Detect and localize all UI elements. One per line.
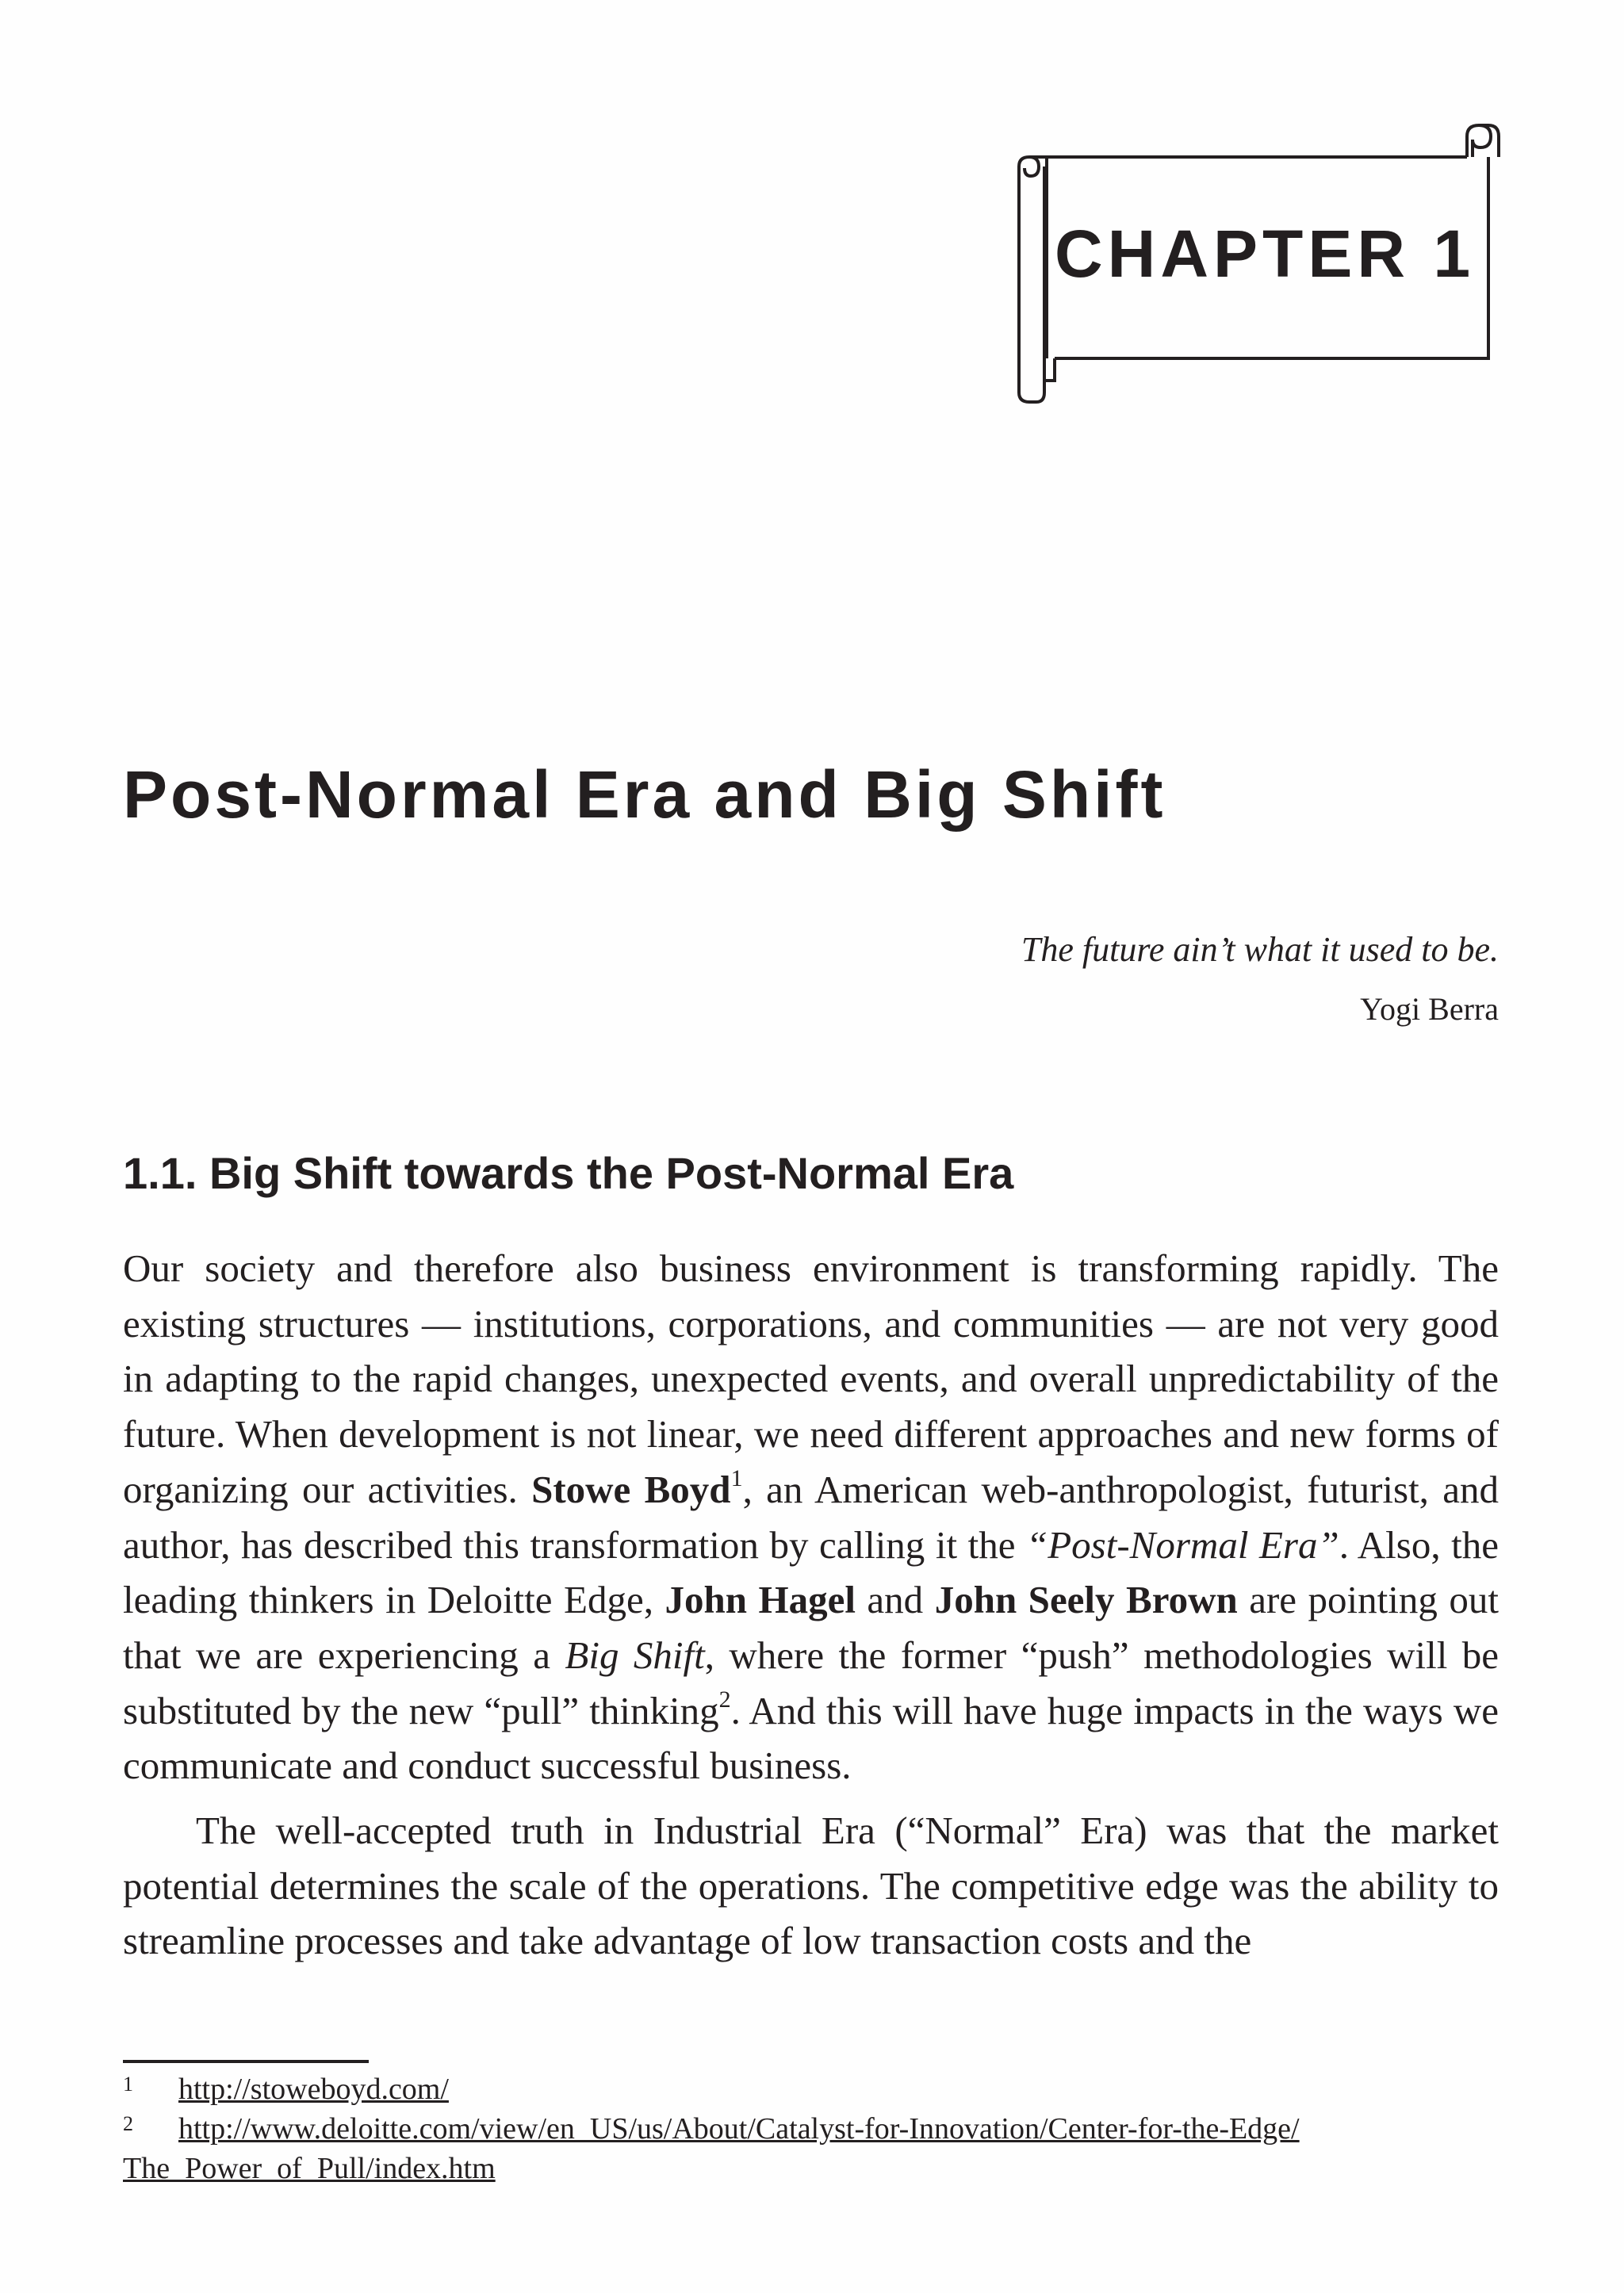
paragraph-1-text: . And this will have huge impacts in the ways we communicate and conduct successful business.	[123, 1688, 1499, 1788]
paragraph-1-text: Our society and therefore also business environment is transforming rapidly. The existing structures — institutions, corporations, and communities — are not very good in adapting to the rapid changes, unexpected events, and overall unpredictability of the future. When development is not linear, we need different approaches and new forms of organizing our activities.	[123, 1246, 1499, 1511]
paragraph-2: The well-accepted truth in Industrial Era (“Normal” Era) was that the market potential determines the scale of the operations. The competitive edge was the ability to streamline processes and take advantage of low transaction costs and the	[123, 1809, 1499, 1963]
section-heading: 1.1. Big Shift towards the Post-Normal Era	[123, 1148, 1014, 1198]
footnote-link[interactable]: The_Power_of_Pull/index.htm	[123, 2152, 496, 2185]
footnote-item	[123, 2109, 1499, 2149]
person-name: Stowe Boyd	[531, 1467, 731, 1511]
chapter-label: CHAPTER 1	[1055, 216, 1476, 291]
person-name: John Hagel	[665, 1578, 856, 1622]
footnote-link[interactable]: http://www.deloitte.com/view/en_US/us/About/Catalyst-for-Innovation/Center-for-the-Edge/	[178, 2112, 1300, 2146]
paragraph-1-text: , where the former “push” methodologies will be substituted by the new “pull” thinking	[123, 1633, 1499, 1732]
footnotes	[123, 2069, 1499, 2188]
footnote-number: 1	[123, 2073, 133, 2096]
paragraph-1-text: . Also, the leading thinkers in Deloitte Edge,	[123, 1522, 1500, 1622]
person-name: John Seely Brown	[934, 1578, 1238, 1622]
footnote-ref: 1	[730, 1464, 743, 1491]
body-text	[123, 1241, 1499, 1969]
footnote-link[interactable]: http://stoweboyd.com/	[178, 2073, 449, 2106]
paragraph-1	[123, 1241, 1499, 1793]
epigraph-quote: The future ain’t what it used to be.	[1021, 930, 1499, 969]
emphasized-term: “Post-Normal Era”	[1026, 1522, 1339, 1567]
paragraph-1-text: , an American web-anthropologist, futurist, and author, has described this transformation by calling it the	[123, 1467, 1500, 1567]
footnote-item	[123, 2069, 1499, 2109]
epigraph	[1021, 920, 1499, 1039]
paragraph-1-text: are pointing out that we are experiencing a	[123, 1578, 1499, 1677]
footnote-ref: 2	[718, 1686, 731, 1713]
emphasized-term: Big Shift	[565, 1633, 705, 1677]
epigraph-author: Yogi Berra	[1360, 991, 1499, 1027]
footnote-divider	[123, 2060, 369, 2063]
chapter-title: Post-Normal Era and Big Shift	[123, 757, 1166, 832]
footnote-item-continuation	[123, 2149, 1499, 2188]
chapter-scroll-banner	[1003, 119, 1503, 412]
footnote-number: 2	[123, 2112, 133, 2135]
paragraph-1-text: and	[855, 1578, 935, 1622]
